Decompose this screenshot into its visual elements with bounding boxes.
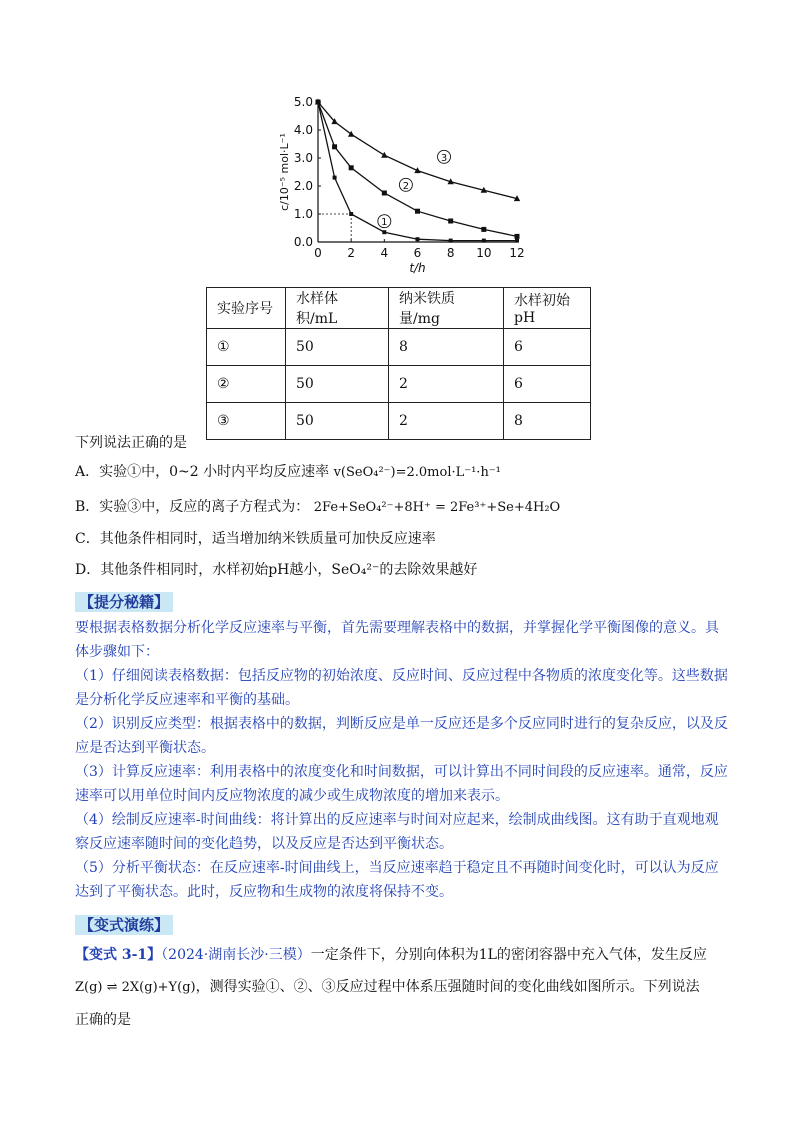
table-cell: 6 [504,366,591,403]
table-cell: ① [207,329,286,366]
x-tick-label: 2 [347,246,355,260]
concentration-time-chart [268,92,538,282]
data-point [481,227,486,232]
x-tick-label: 12 [509,246,525,260]
option-c-label: C．其他条件相同时，适当增加纳米铁质量可加快反应速率 [75,531,436,547]
data-point [333,176,337,180]
series-line-3 [318,102,517,199]
table-cell: 50 [286,366,389,403]
table-cell: 50 [286,329,389,366]
data-point [415,209,420,214]
table-header-cell: 水样初始pH [504,288,591,329]
practice-source: （2024·湖南长沙·三模） [161,947,311,963]
tips-step: （1）仔细阅读表格数据：包括反应物的初始浓度、反应时间、反应过程中各物质的浓度变化等。这些数据是分析化学反应速率和平衡的基础。 [75,668,728,708]
table-cell: 50 [286,403,389,440]
practice-tag: 【变式演练】 [75,915,173,935]
table-cell: ③ [207,403,286,440]
option-d[interactable] [75,559,477,581]
chart-series [315,99,520,243]
practice-text-2: ，测得实验①、②、③反应过程中体系压强随时间的变化曲线如图所示。下列说法 [195,979,700,995]
data-point [381,152,387,158]
data-point [515,234,520,239]
tips-step: （2）识别反应类型：根据表格中的数据，判断反应是单一反应还是多个反应同时进行的复杂反应，以及反应是否达到平衡状态。 [75,716,728,756]
practice-equation: Z(g) ⇌ 2X(g)+Y(g) [75,980,196,995]
y-tick-label: 4.0 [293,123,313,137]
option-a-label: A．实验①中，0~2 小时内平均反应速率 [75,464,330,480]
table-header-cell: 纳米铁质量/mg [389,288,504,329]
data-point [348,131,354,137]
chart-labels [278,95,525,275]
option-b[interactable] [75,496,560,519]
y-axis-label: c/10⁻⁵ mol·L⁻¹ [278,133,291,211]
practice-question [75,940,735,1035]
y-tick-label: 2.0 [293,179,313,193]
data-point [482,239,486,243]
y-tick-label: 3.0 [293,151,313,165]
series-label: 2 [402,180,410,192]
table-header-cell: 水样体积/mL [286,288,389,329]
data-point [448,219,453,224]
data-point [416,237,420,241]
y-tick-label: 0.0 [293,235,313,249]
tips-intro: 要根据表格数据分析化学反应速率与平衡，首先需要理解表格中的数据，并掌握化学平衡图像的意义。具体步骤如下： [75,620,719,660]
option-c[interactable] [75,528,436,550]
option-a-formula: v(SeO₄²⁻)=2.0mol·L⁻¹·h⁻¹ [333,465,501,480]
x-tick-label: 6 [413,246,422,260]
tips-tag: 【提分秘籍】 [75,592,173,612]
tips-step: （4）绘制反应速率-时间曲线：将计算出的反应速率与时间对应起来，绘制成曲线图。这有助于直观地观察反应速率随时间的变化趋势，以及反应是否达到平衡状态。 [75,812,719,852]
table-cell: 6 [504,329,591,366]
experiment-table [206,287,591,440]
option-d-label: D．其他条件相同时，水样初始pH越小，SeO₄²⁻的去除效果越好 [75,562,478,578]
table-cell: 2 [389,366,504,403]
data-point [449,239,453,243]
tips-body [75,616,730,904]
data-point [515,239,519,243]
x-tick-label: 8 [446,246,455,260]
data-point [382,191,387,196]
option-b-label: B．实验③中，反应的离子方程式为： [75,499,310,515]
table-row [207,403,591,440]
data-point [349,212,353,216]
data-point [332,144,337,149]
tips-step: （3）计算反应速率：利用表格中的浓度变化和时间数据，可以计算出不同时间段的反应速率。通常，反应速率可以用单位时间内反应物浓度的减少或生成物浓度的增加来表示。 [75,764,728,804]
practice-item-tag: 【变式 3-1】 [75,947,162,963]
x-tick-label: 10 [476,246,492,260]
table-row [207,366,591,403]
practice-text-3: 正确的是 [75,1012,131,1028]
x-tick-label: 0 [314,246,322,260]
table-header-cell: 实验序号 [207,288,286,329]
y-tick-label: 1.0 [293,207,313,221]
option-b-formula: 2Fe+SeO₄²⁻+8H⁺ = 2Fe³⁺+Se+4H₂O [313,500,561,515]
table-cell: 8 [504,403,591,440]
table-cell: 8 [389,329,504,366]
series-label: 1 [381,217,388,229]
x-axis-label: t/h [409,261,426,275]
data-point [349,165,354,170]
table-header-row [207,288,591,329]
data-point [382,230,386,234]
table-row [207,329,591,366]
table-cell: ② [207,366,286,403]
series-label: 3 [440,152,448,164]
table-cell: 2 [389,403,504,440]
question-stem: 下列说法正确的是 [75,435,187,451]
practice-text-1: 一定条件下，分别向体积为1L的密闭容器中充入气体，发生反应 [310,947,707,963]
x-tick-label: 4 [380,246,389,260]
option-a[interactable] [75,461,501,484]
tips-step: （5）分析平衡状态：在反应速率-时间曲线上，当反应速率趋于稳定且不再随时间变化时，可以认为反应达到了平衡状态。此时，反应物和生成物的浓度将保持不变。 [75,860,719,900]
y-tick-label: 5.0 [293,95,313,109]
